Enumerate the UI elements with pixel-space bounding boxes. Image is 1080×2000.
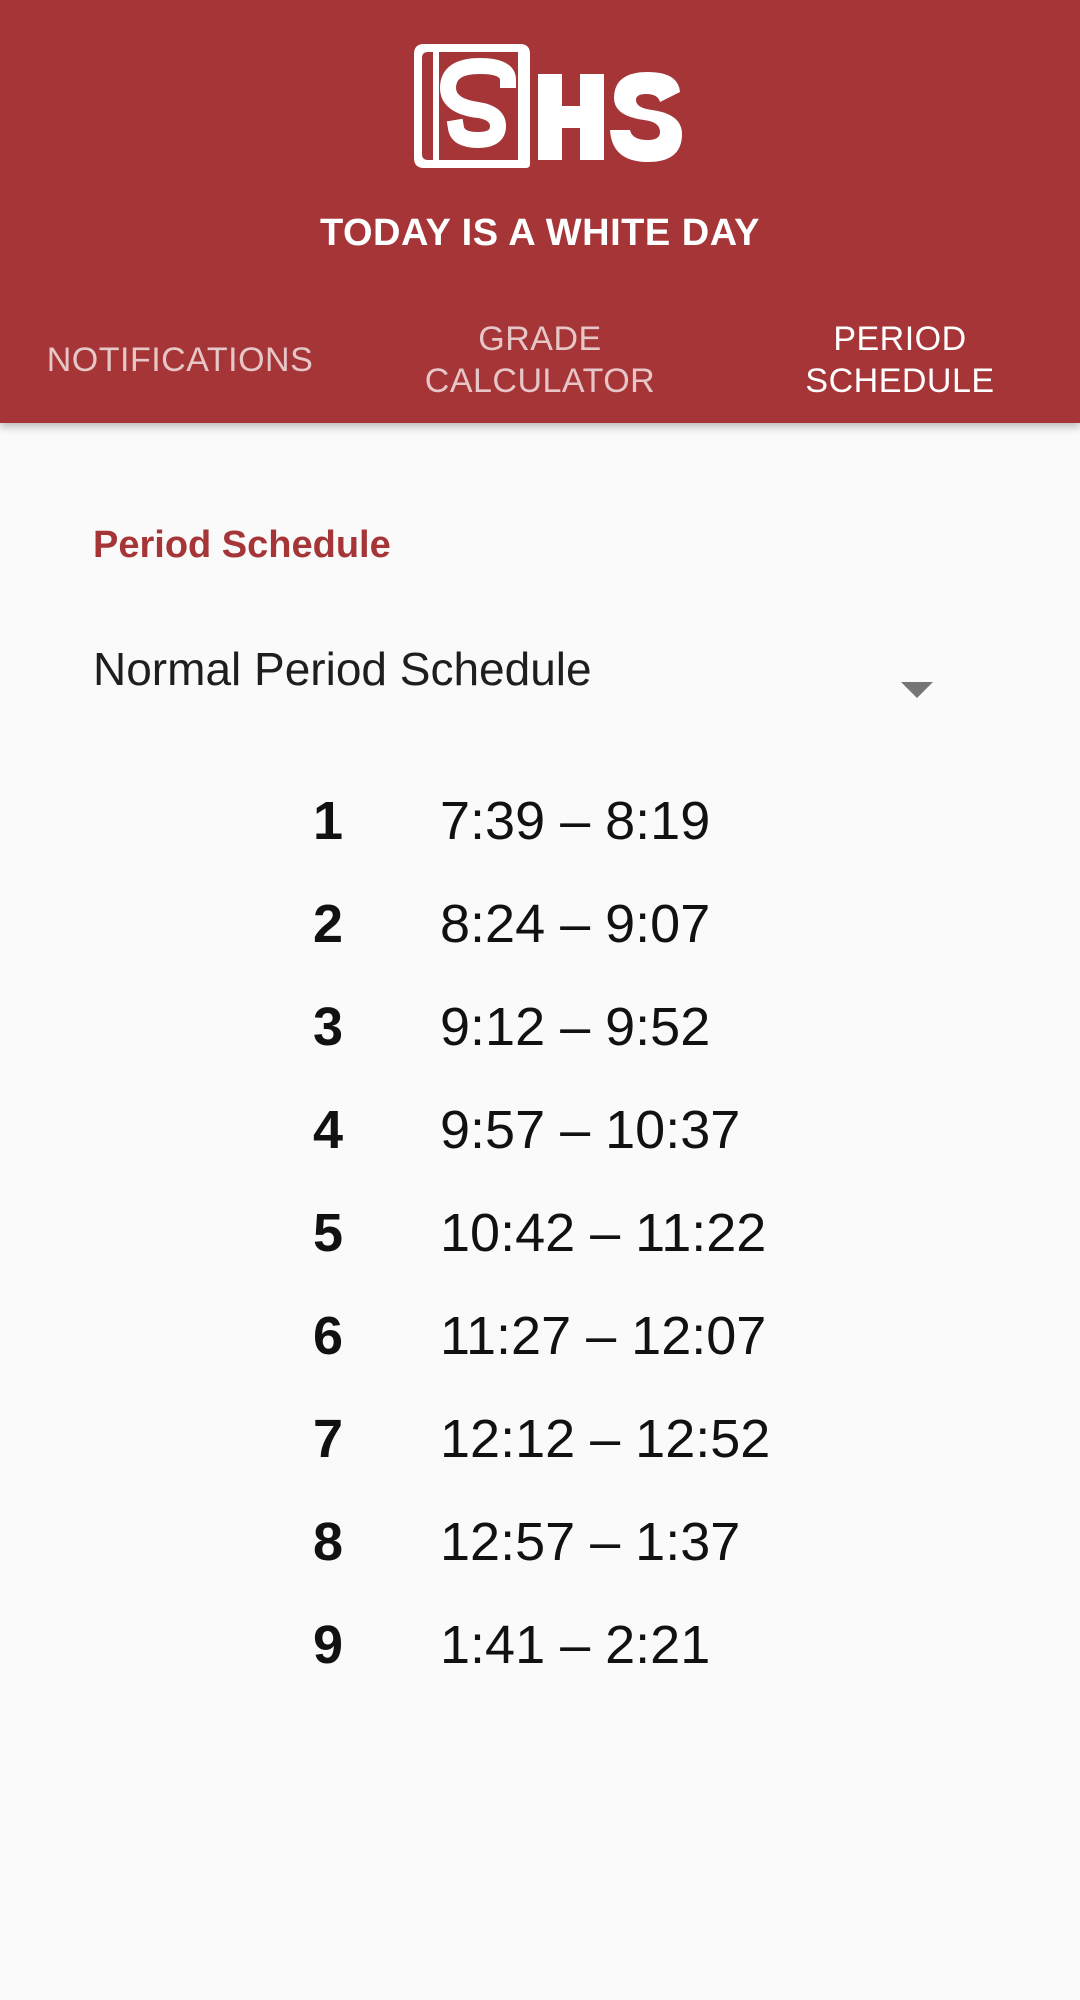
dropdown-caret-icon [901,682,933,698]
schedule-type-select[interactable] [93,630,938,710]
section-title: Period Schedule [93,524,391,566]
period-number: 3 [312,997,344,1057]
list-item [0,1388,1080,1491]
period-time: 1:41 – 2:21 [440,1615,711,1675]
period-number: 8 [312,1512,344,1572]
app-header [0,0,1080,423]
tab-label [425,318,655,402]
period-time: 9:57 – 10:37 [440,1100,741,1160]
period-number: 1 [312,791,344,851]
period-time: 8:24 – 9:07 [440,894,711,954]
list-item [0,1491,1080,1594]
list-item [0,873,1080,976]
list-item [0,1079,1080,1182]
tab-label-line: PERIOD [833,320,967,358]
period-time: 10:42 – 11:22 [440,1203,767,1263]
list-item [0,1594,1080,1697]
list-item [0,770,1080,873]
tab-label [805,318,994,402]
tab-grade-calculator[interactable] [360,300,720,420]
period-number: 6 [312,1306,344,1366]
tab-label [47,339,314,381]
period-time: 11:27 – 12:07 [440,1306,767,1366]
shs-logo [410,40,686,172]
period-number: 5 [312,1203,344,1263]
tab-label-line: CALCULATOR [424,362,656,400]
period-time: 12:12 – 12:52 [440,1409,771,1469]
list-item [0,1182,1080,1285]
period-time: 12:57 – 1:37 [440,1512,741,1572]
period-number: 9 [312,1615,344,1675]
period-number: 7 [312,1409,344,1469]
tab-label-line: GRADE [478,320,602,358]
day-type-banner: TODAY IS A WHITE DAY [319,212,761,254]
tab-period-schedule[interactable] [720,300,1080,420]
tab-notifications[interactable] [0,300,360,420]
period-time: 9:12 – 9:52 [440,997,711,1057]
schedule-type-selected-value: Normal Period Schedule [93,643,592,695]
list-item [0,1285,1080,1388]
tab-label-line: SCHEDULE [805,362,995,400]
period-number: 2 [312,894,344,954]
list-item [0,976,1080,1079]
tab-bar [0,300,1080,420]
period-time: 7:39 – 8:19 [440,791,711,851]
tab-label-line: NOTIFICATIONS [46,341,314,379]
period-number: 4 [312,1100,344,1160]
